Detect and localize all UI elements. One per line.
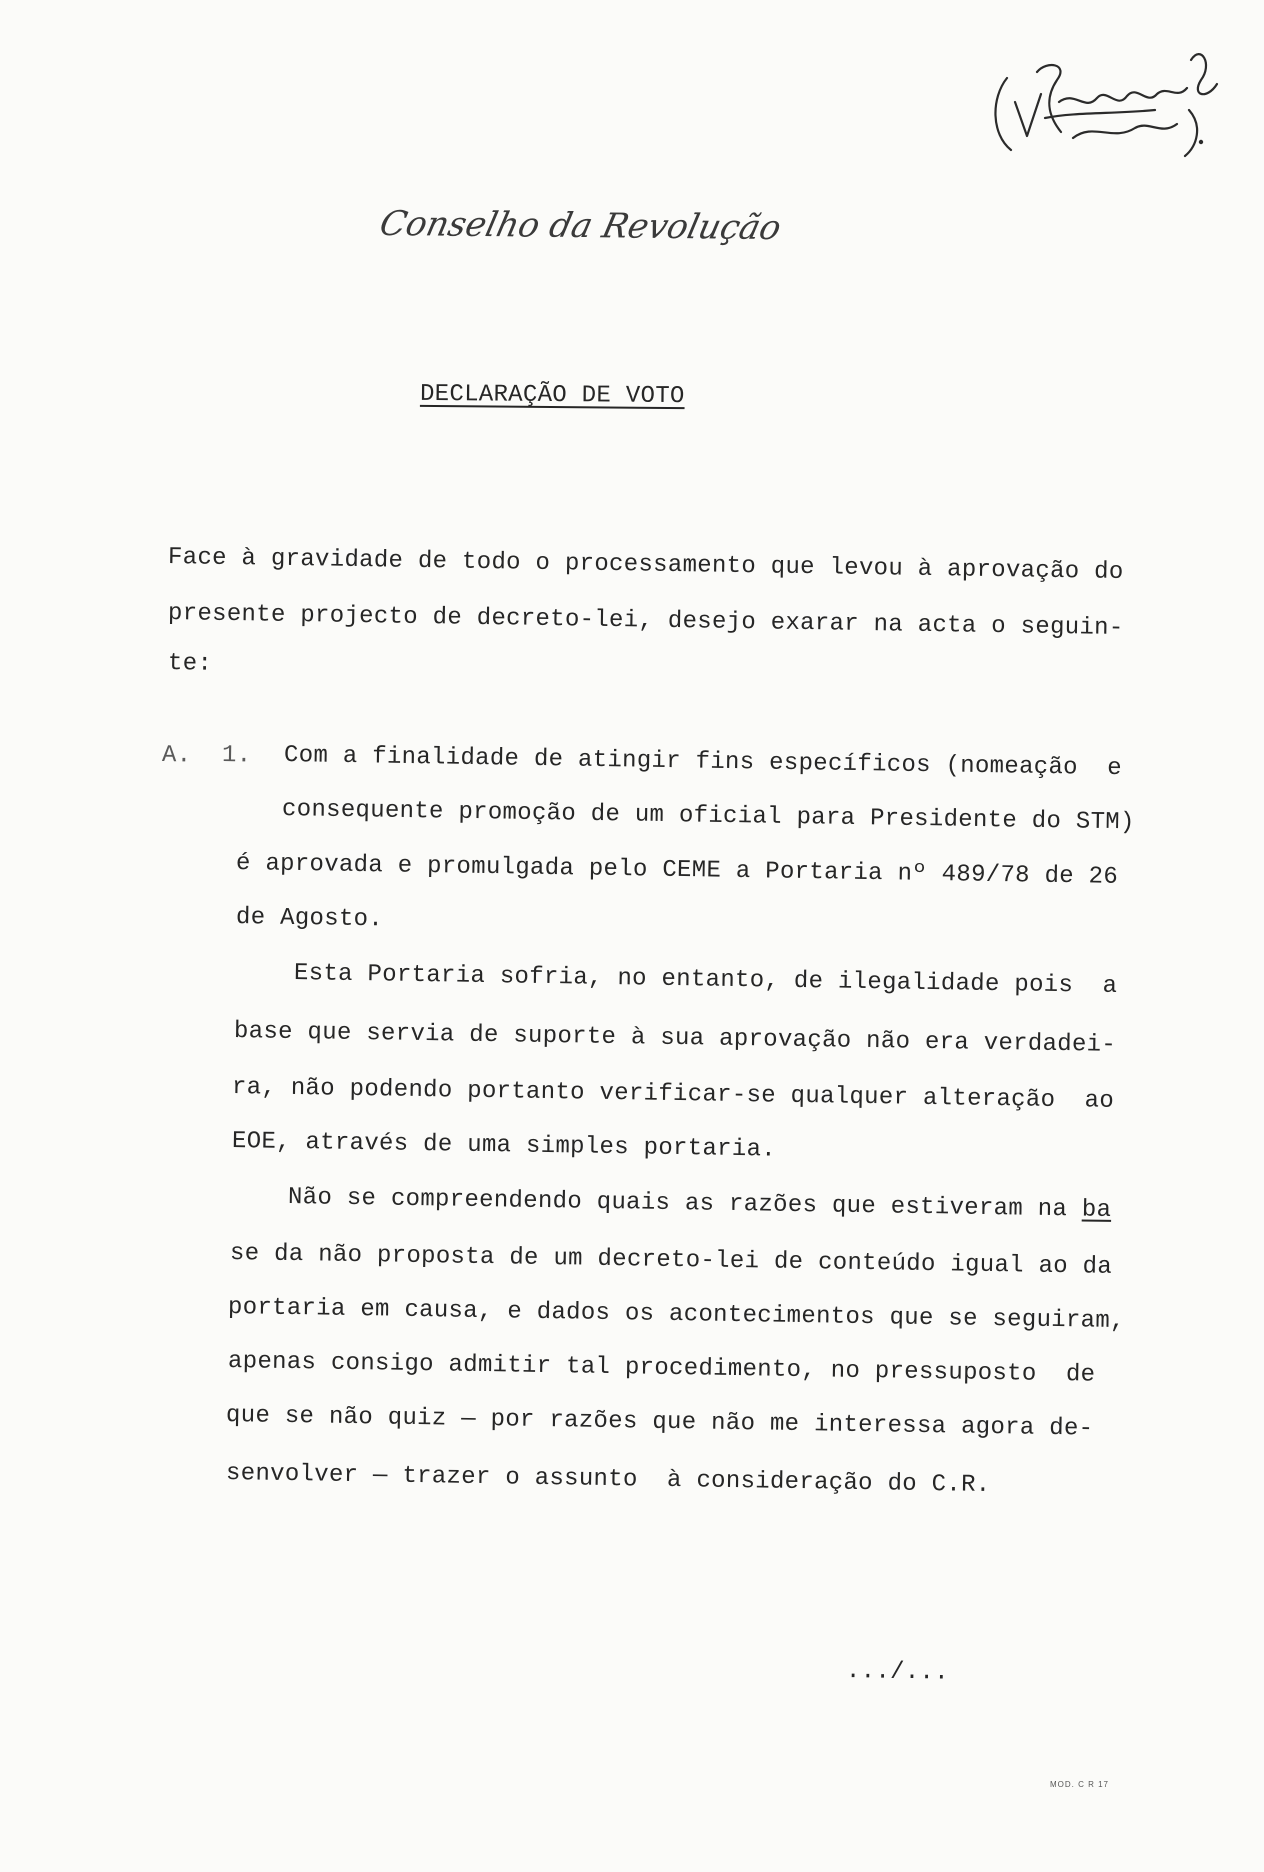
text-line: se da não proposta de um decreto-lei de conteúdo igual ao da <box>229 1240 1113 1281</box>
form-code: MOD. C R 17 <box>1050 1780 1110 1789</box>
document-title: DECLARAÇÃO DE VOTO <box>419 380 685 411</box>
text-line: é aprovada e promulgada pelo CEME a Portaria nº 489/78 de 26 <box>235 850 1119 891</box>
underlined-syllable: ba <box>1081 1196 1112 1224</box>
continuation-mark: .../... <box>845 1658 950 1687</box>
text-line: EOE, através de uma simples portaria. <box>231 1128 777 1164</box>
text-line: portaria em causa, e dados os acontecimentos que se seguiram, <box>227 1294 1125 1336</box>
text-line: te: <box>167 650 213 678</box>
text-line: Com a finalidade de atingir fins específicos (nomeação e <box>283 742 1123 783</box>
text-line: apenas consigo admitir tal procedimento, no pressuposto de <box>227 1348 1096 1389</box>
text-line: ra, não podendo portanto verificar-se qualquer alteração ao <box>231 1074 1115 1115</box>
text-line: base que servia de suporte à sua aprovação não era verdadei- <box>233 1018 1117 1059</box>
text-line: de Agosto. <box>235 904 384 934</box>
text-line: Face à gravidade de todo o processamento que levou à aprovação do <box>167 544 1124 587</box>
text-line: consequente promoção de um oficial para Presidente do STM) <box>281 796 1135 837</box>
text-line: senvolver — trazer o assunto à consideração do C.R. <box>225 1460 991 1500</box>
text-line-main: Não se compreendendo quais as razões que estiveram na <box>287 1184 1068 1224</box>
handwritten-signature <box>985 40 1230 160</box>
section-letter: A. <box>161 742 192 770</box>
text-line <box>288 1184 1112 1225</box>
text-line: Esta Portaria sofria, no entanto, de ilegalidade pois a <box>293 960 1118 1000</box>
text-line: presente projecto de decreto-lei, desejo exarar na acta o seguin- <box>167 600 1124 643</box>
text-line: que se não quiz — por razões que não me interessa agora de- <box>225 1402 1094 1443</box>
item-number: 1. <box>221 742 252 770</box>
letterhead: Conselho da Revolução <box>375 203 785 249</box>
